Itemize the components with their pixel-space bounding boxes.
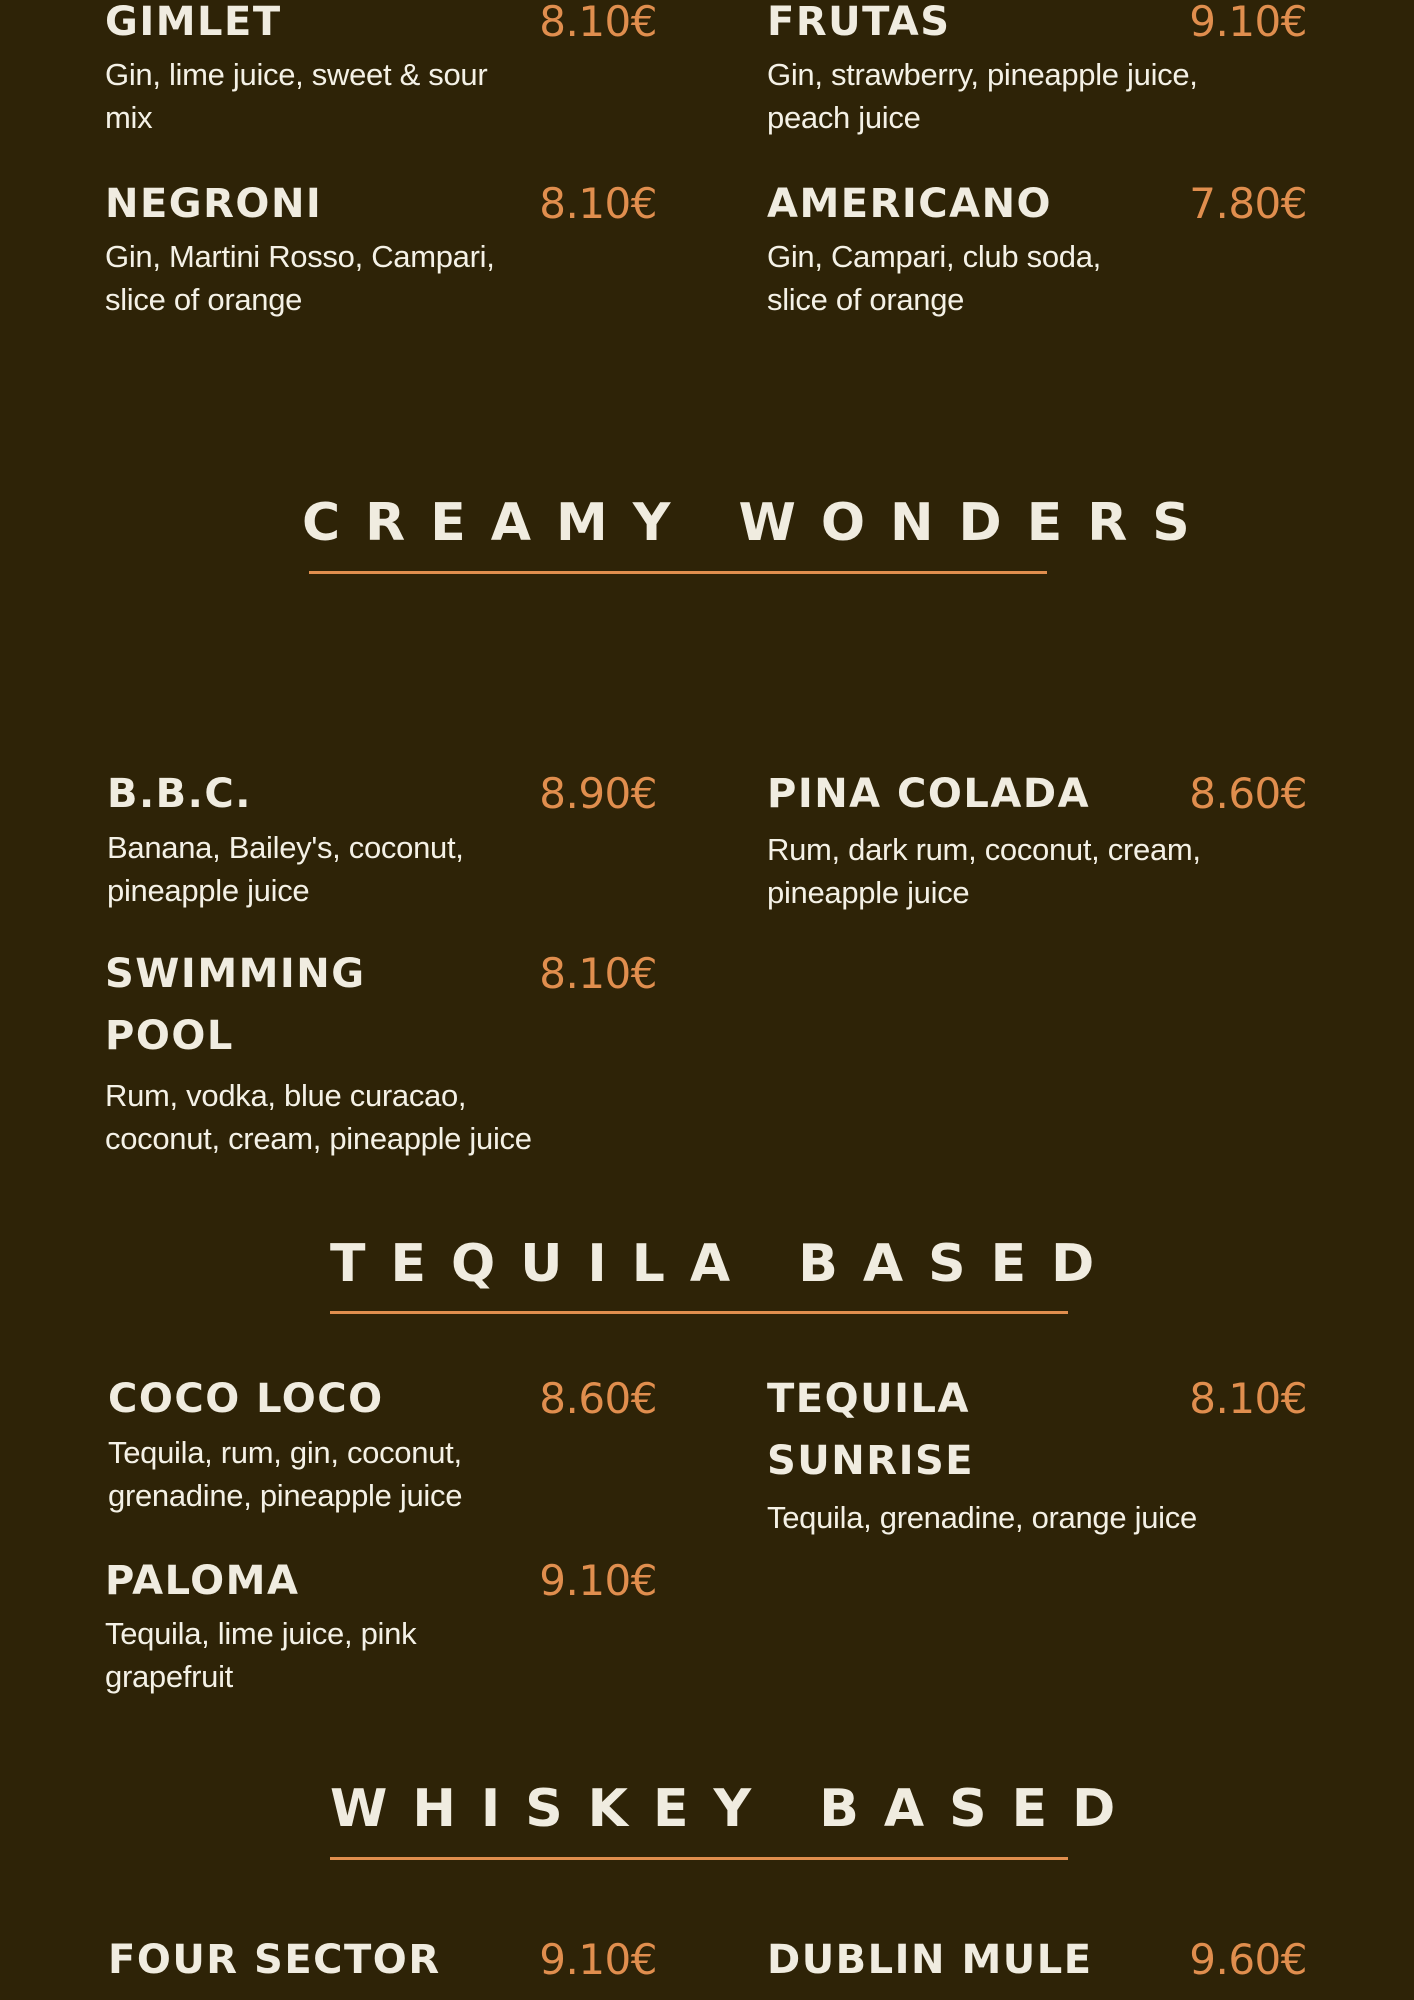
item-description: Gin, strawberry, pineapple juice, peach juice bbox=[767, 57, 1198, 135]
item-price: 8.10€ bbox=[539, 0, 657, 46]
menu-item-bbc bbox=[107, 763, 657, 913]
item-description: Tequila, rum, gin, coconut, grenadine, pineapple juice bbox=[108, 1435, 463, 1513]
section-divider bbox=[330, 1311, 1068, 1314]
menu-item-paloma bbox=[105, 1550, 657, 1710]
menu-item-gimlet bbox=[105, 0, 657, 141]
item-name: TEQUILA SUNRISE bbox=[767, 1376, 975, 1484]
item-name: SWIMMING POOL bbox=[105, 951, 366, 1059]
section-title-whiskey-based: WHISKEY BASED bbox=[330, 1779, 1141, 1839]
item-name: AMERICANO bbox=[767, 181, 1053, 227]
item-name: PINA COLADA bbox=[767, 771, 1091, 817]
item-price: 9.60€ bbox=[1189, 1935, 1307, 1984]
menu-item-pina-colada bbox=[767, 763, 1307, 913]
item-price: 8.10€ bbox=[1189, 1374, 1307, 1423]
item-name: NEGRONI bbox=[105, 181, 323, 227]
item-price: 8.60€ bbox=[1189, 769, 1307, 818]
item-price: 8.60€ bbox=[539, 1374, 657, 1423]
item-description: Gin, Campari, club soda, slice of orange bbox=[767, 239, 1101, 317]
item-name: B.B.C. bbox=[107, 771, 252, 817]
item-description: Gin, Martini Rosso, Campari, slice of orange bbox=[105, 239, 495, 317]
section-divider bbox=[309, 571, 1047, 574]
item-description: Tequila, lime juice, pink grapefruit bbox=[105, 1616, 417, 1694]
menu-item-tequila-sunrise bbox=[767, 1368, 1307, 1548]
item-description: Tequila, grenadine, orange juice bbox=[767, 1500, 1197, 1535]
item-name: FOUR SECTOR bbox=[108, 1937, 441, 1983]
menu-item-coco-loco bbox=[108, 1368, 657, 1528]
item-price: 9.10€ bbox=[539, 1556, 657, 1605]
item-name: COCO LOCO bbox=[108, 1376, 384, 1422]
menu-item-dublin-mule bbox=[767, 1929, 1307, 2000]
menu-item-negroni bbox=[105, 173, 657, 323]
item-description: Rum, vodka, blue curacao, coconut, cream, pineapple juice bbox=[105, 1078, 532, 1156]
section-title-tequila-based: TEQUILA BASED bbox=[330, 1234, 1120, 1294]
item-price: 8.90€ bbox=[539, 769, 657, 818]
menu-item-frutas bbox=[767, 0, 1307, 141]
item-price: 9.10€ bbox=[539, 1935, 657, 1984]
item-name: GIMLET bbox=[105, 0, 282, 45]
item-name: DUBLIN MULE bbox=[767, 1937, 1093, 1983]
item-price: 9.10€ bbox=[1189, 0, 1307, 46]
item-price: 8.10€ bbox=[539, 949, 657, 998]
item-description: Banana, Bailey's, coconut, pineapple juice bbox=[107, 830, 464, 908]
menu-item-swimming-pool bbox=[105, 943, 657, 1163]
item-price: 7.80€ bbox=[1189, 179, 1307, 228]
item-name: PALOMA bbox=[105, 1558, 300, 1604]
section-divider bbox=[330, 1857, 1068, 1860]
item-description: Rum, dark rum, coconut, cream, pineapple juice bbox=[767, 832, 1201, 910]
menu-item-americano bbox=[767, 173, 1307, 323]
item-price: 8.10€ bbox=[539, 179, 657, 228]
item-name: FRUTAS bbox=[767, 0, 951, 45]
section-title-creamy-wonders: CREAMY WONDERS bbox=[302, 493, 1215, 553]
menu-item-four-sector bbox=[108, 1929, 657, 2000]
item-description: Gin, lime juice, sweet & sour mix bbox=[105, 57, 488, 135]
